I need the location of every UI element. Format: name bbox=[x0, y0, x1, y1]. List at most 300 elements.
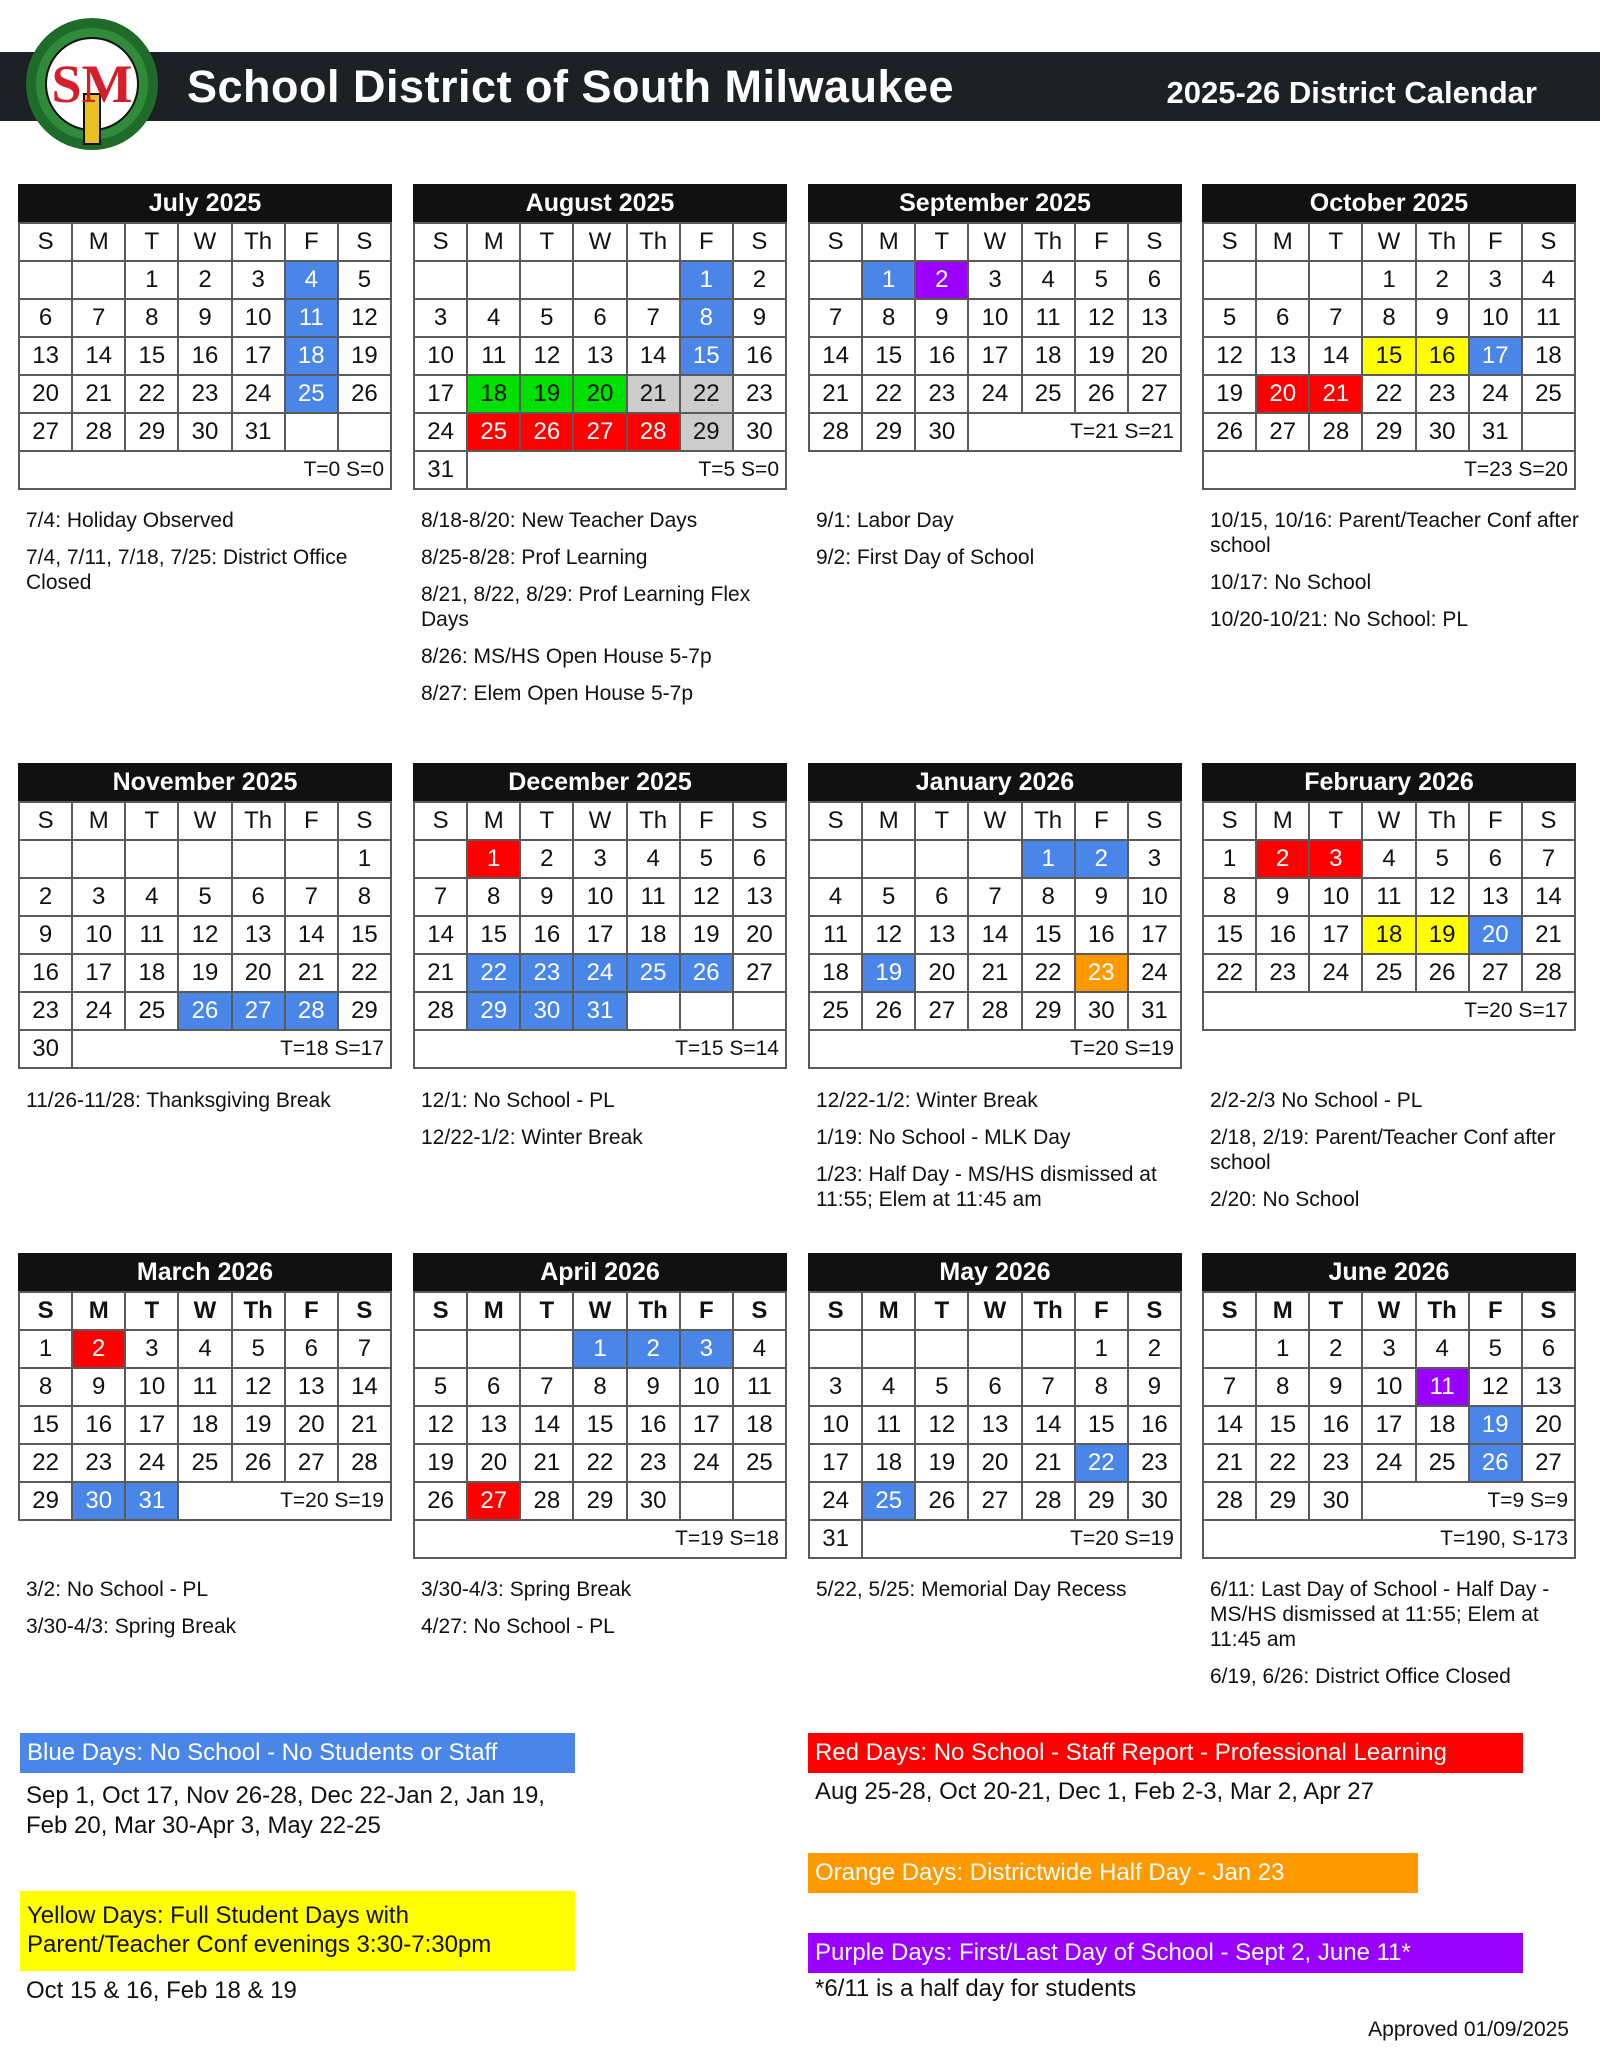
day-cell[interactable]: 2 bbox=[520, 840, 573, 878]
day-cell[interactable]: 1 bbox=[1022, 840, 1075, 878]
day-cell[interactable]: 30 bbox=[1128, 1482, 1181, 1520]
day-cell[interactable]: 5 bbox=[414, 1368, 467, 1406]
day-cell[interactable]: 3 bbox=[232, 261, 285, 299]
day-cell[interactable]: 17 bbox=[1309, 916, 1362, 954]
day-cell[interactable]: 29 bbox=[573, 1482, 626, 1520]
day-cell[interactable]: 16 bbox=[627, 1406, 680, 1444]
day-cell[interactable]: 9 bbox=[19, 916, 72, 954]
day-cell[interactable]: 23 bbox=[1416, 375, 1469, 413]
day-cell[interactable]: 30 bbox=[1309, 1482, 1362, 1520]
day-cell[interactable]: 4 bbox=[1022, 261, 1075, 299]
day-cell[interactable]: 22 bbox=[1256, 1444, 1309, 1482]
day-cell[interactable]: 13 bbox=[467, 1406, 520, 1444]
day-cell[interactable]: 16 bbox=[72, 1406, 125, 1444]
day-cell[interactable]: 27 bbox=[1128, 375, 1181, 413]
day-cell[interactable]: 18 bbox=[1022, 337, 1075, 375]
day-cell[interactable]: 28 bbox=[414, 992, 467, 1030]
day-cell[interactable]: 19 bbox=[915, 1444, 968, 1482]
day-cell[interactable]: 12 bbox=[862, 916, 915, 954]
day-cell[interactable]: 27 bbox=[573, 413, 626, 451]
day-cell[interactable]: 21 bbox=[1203, 1444, 1256, 1482]
day-cell[interactable]: 10 bbox=[1128, 878, 1181, 916]
day-cell[interactable]: 1 bbox=[1362, 261, 1415, 299]
day-cell[interactable]: 7 bbox=[627, 299, 680, 337]
day-cell[interactable]: 7 bbox=[1022, 1368, 1075, 1406]
day-cell[interactable]: 13 bbox=[1522, 1368, 1575, 1406]
day-cell[interactable]: 18 bbox=[733, 1406, 786, 1444]
day-cell[interactable]: 4 bbox=[285, 261, 338, 299]
day-cell[interactable]: 12 bbox=[1469, 1368, 1522, 1406]
day-cell[interactable]: 4 bbox=[178, 1330, 231, 1368]
day-cell[interactable]: 29 bbox=[1362, 413, 1415, 451]
day-cell[interactable]: 27 bbox=[915, 992, 968, 1030]
day-cell[interactable]: 13 bbox=[285, 1368, 338, 1406]
day-cell[interactable]: 8 bbox=[573, 1368, 626, 1406]
day-cell[interactable]: 8 bbox=[1362, 299, 1415, 337]
day-cell[interactable]: 29 bbox=[467, 992, 520, 1030]
day-cell[interactable]: 18 bbox=[627, 916, 680, 954]
day-cell[interactable]: 24 bbox=[414, 413, 467, 451]
day-cell[interactable]: 17 bbox=[1128, 916, 1181, 954]
day-cell[interactable]: 30 bbox=[520, 992, 573, 1030]
day-cell[interactable]: 22 bbox=[862, 375, 915, 413]
day-cell[interactable]: 24 bbox=[72, 992, 125, 1030]
day-cell[interactable]: 10 bbox=[232, 299, 285, 337]
day-cell[interactable]: 26 bbox=[1203, 413, 1256, 451]
day-cell[interactable]: 3 bbox=[125, 1330, 178, 1368]
day-cell[interactable]: 25 bbox=[733, 1444, 786, 1482]
day-cell[interactable]: 22 bbox=[467, 954, 520, 992]
day-cell[interactable]: 5 bbox=[338, 261, 391, 299]
day-cell[interactable]: 5 bbox=[862, 878, 915, 916]
day-cell[interactable]: 28 bbox=[1309, 413, 1362, 451]
day-cell[interactable]: 21 bbox=[414, 954, 467, 992]
day-cell[interactable]: 26 bbox=[1416, 954, 1469, 992]
day-cell[interactable]: 16 bbox=[1128, 1406, 1181, 1444]
day-cell[interactable]: 9 bbox=[627, 1368, 680, 1406]
day-cell[interactable]: 29 bbox=[19, 1482, 72, 1520]
day-cell[interactable]: 5 bbox=[232, 1330, 285, 1368]
day-cell[interactable]: 14 bbox=[72, 337, 125, 375]
day-cell[interactable]: 11 bbox=[809, 916, 862, 954]
day-cell[interactable]: 25 bbox=[125, 992, 178, 1030]
day-cell[interactable]: 3 bbox=[968, 261, 1021, 299]
day-cell[interactable]: 10 bbox=[1309, 878, 1362, 916]
day-cell[interactable]: 10 bbox=[680, 1368, 733, 1406]
day-cell[interactable]: 7 bbox=[968, 878, 1021, 916]
day-cell[interactable]: 1 bbox=[19, 1330, 72, 1368]
day-cell[interactable]: 9 bbox=[1256, 878, 1309, 916]
day-cell[interactable]: 23 bbox=[520, 954, 573, 992]
day-cell[interactable]: 28 bbox=[1022, 1482, 1075, 1520]
day-cell[interactable]: 1 bbox=[1203, 840, 1256, 878]
day-cell[interactable]: 7 bbox=[1203, 1368, 1256, 1406]
day-cell[interactable]: 10 bbox=[809, 1406, 862, 1444]
day-cell[interactable]: 15 bbox=[19, 1406, 72, 1444]
day-cell[interactable]: 21 bbox=[1309, 375, 1362, 413]
day-cell[interactable]: 11 bbox=[733, 1368, 786, 1406]
day-cell[interactable]: 20 bbox=[968, 1444, 1021, 1482]
day-cell[interactable]: 21 bbox=[338, 1406, 391, 1444]
day-cell[interactable]: 25 bbox=[862, 1482, 915, 1520]
day-cell[interactable]: 13 bbox=[573, 337, 626, 375]
day-cell[interactable]: 26 bbox=[414, 1482, 467, 1520]
day-cell[interactable]: 26 bbox=[915, 1482, 968, 1520]
day-cell[interactable]: 13 bbox=[1256, 337, 1309, 375]
day-cell[interactable]: 5 bbox=[178, 878, 231, 916]
day-cell[interactable]: 24 bbox=[573, 954, 626, 992]
day-cell[interactable]: 31 bbox=[232, 413, 285, 451]
day-cell[interactable]: 4 bbox=[1522, 261, 1575, 299]
day-cell[interactable]: 2 bbox=[178, 261, 231, 299]
day-cell[interactable]: 14 bbox=[809, 337, 862, 375]
day-cell[interactable]: 24 bbox=[1469, 375, 1522, 413]
day-cell[interactable]: 2 bbox=[1309, 1330, 1362, 1368]
day-cell[interactable]: 25 bbox=[809, 992, 862, 1030]
day-cell[interactable]: 4 bbox=[125, 878, 178, 916]
day-cell[interactable]: 20 bbox=[733, 916, 786, 954]
day-cell[interactable]: 5 bbox=[1416, 840, 1469, 878]
day-cell[interactable]: 15 bbox=[1203, 916, 1256, 954]
day-cell[interactable]: 9 bbox=[178, 299, 231, 337]
day-cell[interactable]: 21 bbox=[968, 954, 1021, 992]
day-cell[interactable]: 24 bbox=[968, 375, 1021, 413]
day-cell[interactable]: 7 bbox=[1309, 299, 1362, 337]
day-cell[interactable]: 7 bbox=[414, 878, 467, 916]
day-cell[interactable]: 12 bbox=[1416, 878, 1469, 916]
day-cell[interactable]: 18 bbox=[467, 375, 520, 413]
day-cell[interactable]: 3 bbox=[1309, 840, 1362, 878]
day-cell[interactable]: 11 bbox=[862, 1406, 915, 1444]
day-cell[interactable]: 5 bbox=[520, 299, 573, 337]
day-cell[interactable]: 25 bbox=[1362, 954, 1415, 992]
day-cell[interactable]: 6 bbox=[1128, 261, 1181, 299]
day-cell[interactable]: 15 bbox=[1075, 1406, 1128, 1444]
day-cell[interactable]: 27 bbox=[285, 1444, 338, 1482]
day-cell[interactable]: 10 bbox=[573, 878, 626, 916]
day-cell[interactable]: 19 bbox=[178, 954, 231, 992]
day-cell[interactable]: 10 bbox=[1362, 1368, 1415, 1406]
day-cell[interactable]: 29 bbox=[125, 413, 178, 451]
day-cell[interactable]: 18 bbox=[1416, 1406, 1469, 1444]
day-cell[interactable]: 25 bbox=[1522, 375, 1575, 413]
day-cell[interactable]: 16 bbox=[1309, 1406, 1362, 1444]
day-cell[interactable]: 13 bbox=[733, 878, 786, 916]
day-cell[interactable]: 27 bbox=[19, 413, 72, 451]
day-cell[interactable]: 16 bbox=[1256, 916, 1309, 954]
day-cell[interactable]: 12 bbox=[338, 299, 391, 337]
day-cell[interactable]: 19 bbox=[338, 337, 391, 375]
day-cell[interactable]: 17 bbox=[125, 1406, 178, 1444]
day-cell[interactable]: 19 bbox=[680, 916, 733, 954]
day-cell[interactable]: 26 bbox=[1075, 375, 1128, 413]
day-cell[interactable]: 15 bbox=[680, 337, 733, 375]
day-cell[interactable]: 22 bbox=[1022, 954, 1075, 992]
day-cell[interactable]: 18 bbox=[125, 954, 178, 992]
day-cell[interactable]: 2 bbox=[1128, 1330, 1181, 1368]
day-cell[interactable]: 8 bbox=[1075, 1368, 1128, 1406]
day-cell[interactable]: 29 bbox=[862, 413, 915, 451]
day-cell[interactable]: 14 bbox=[627, 337, 680, 375]
day-cell[interactable]: 12 bbox=[232, 1368, 285, 1406]
day-cell[interactable]: 24 bbox=[1362, 1444, 1415, 1482]
day-cell[interactable]: 28 bbox=[338, 1444, 391, 1482]
day-cell[interactable]: 23 bbox=[1256, 954, 1309, 992]
day-cell[interactable]: 28 bbox=[968, 992, 1021, 1030]
day-cell[interactable]: 26 bbox=[520, 413, 573, 451]
day-cell[interactable]: 28 bbox=[1522, 954, 1575, 992]
day-cell[interactable]: 7 bbox=[285, 878, 338, 916]
day-cell[interactable]: 29 bbox=[338, 992, 391, 1030]
day-cell[interactable]: 26 bbox=[680, 954, 733, 992]
day-cell[interactable]: 15 bbox=[1256, 1406, 1309, 1444]
day-cell[interactable]: 28 bbox=[809, 413, 862, 451]
day-cell[interactable]: 17 bbox=[968, 337, 1021, 375]
day-cell[interactable]: 17 bbox=[1362, 1406, 1415, 1444]
day-cell[interactable]: 5 bbox=[1469, 1330, 1522, 1368]
day-cell[interactable]: 14 bbox=[338, 1368, 391, 1406]
day-cell[interactable]: 1 bbox=[338, 840, 391, 878]
day-cell[interactable]: 6 bbox=[1256, 299, 1309, 337]
day-cell[interactable]: 14 bbox=[968, 916, 1021, 954]
day-cell[interactable]: 28 bbox=[72, 413, 125, 451]
day-cell[interactable]: 27 bbox=[968, 1482, 1021, 1520]
day-cell[interactable]: 22 bbox=[1075, 1444, 1128, 1482]
day-cell[interactable]: 6 bbox=[232, 878, 285, 916]
day-cell[interactable]: 24 bbox=[1128, 954, 1181, 992]
day-cell[interactable]: 9 bbox=[733, 299, 786, 337]
day-cell[interactable]: 24 bbox=[1309, 954, 1362, 992]
day-cell[interactable]: 20 bbox=[467, 1444, 520, 1482]
day-cell[interactable]: 29 bbox=[680, 413, 733, 451]
day-cell[interactable]: 2 bbox=[627, 1330, 680, 1368]
day-cell[interactable]: 8 bbox=[19, 1368, 72, 1406]
day-cell[interactable]: 25 bbox=[467, 413, 520, 451]
day-cell[interactable]: 20 bbox=[573, 375, 626, 413]
day-cell[interactable]: 7 bbox=[520, 1368, 573, 1406]
day-cell[interactable]: 30 bbox=[19, 1030, 72, 1068]
day-cell[interactable]: 31 bbox=[809, 1520, 862, 1558]
day-cell[interactable]: 3 bbox=[809, 1368, 862, 1406]
day-cell[interactable]: 31 bbox=[1469, 413, 1522, 451]
day-cell[interactable]: 11 bbox=[125, 916, 178, 954]
day-cell[interactable]: 31 bbox=[414, 451, 467, 489]
day-cell[interactable]: 18 bbox=[1522, 337, 1575, 375]
day-cell[interactable]: 27 bbox=[1256, 413, 1309, 451]
day-cell[interactable]: 15 bbox=[467, 916, 520, 954]
day-cell[interactable]: 16 bbox=[1416, 337, 1469, 375]
day-cell[interactable]: 11 bbox=[1022, 299, 1075, 337]
day-cell[interactable]: 9 bbox=[520, 878, 573, 916]
day-cell[interactable]: 6 bbox=[915, 878, 968, 916]
day-cell[interactable]: 11 bbox=[627, 878, 680, 916]
day-cell[interactable]: 4 bbox=[733, 1330, 786, 1368]
day-cell[interactable]: 11 bbox=[1522, 299, 1575, 337]
day-cell[interactable]: 7 bbox=[72, 299, 125, 337]
day-cell[interactable]: 12 bbox=[520, 337, 573, 375]
day-cell[interactable]: 17 bbox=[1469, 337, 1522, 375]
day-cell[interactable]: 28 bbox=[627, 413, 680, 451]
day-cell[interactable]: 6 bbox=[1469, 840, 1522, 878]
day-cell[interactable]: 20 bbox=[19, 375, 72, 413]
day-cell[interactable]: 4 bbox=[1416, 1330, 1469, 1368]
day-cell[interactable]: 21 bbox=[809, 375, 862, 413]
day-cell[interactable]: 6 bbox=[733, 840, 786, 878]
day-cell[interactable]: 1 bbox=[573, 1330, 626, 1368]
day-cell[interactable]: 1 bbox=[680, 261, 733, 299]
day-cell[interactable]: 29 bbox=[1075, 1482, 1128, 1520]
day-cell[interactable]: 6 bbox=[1522, 1330, 1575, 1368]
day-cell[interactable]: 27 bbox=[733, 954, 786, 992]
day-cell[interactable]: 2 bbox=[733, 261, 786, 299]
day-cell[interactable]: 16 bbox=[178, 337, 231, 375]
day-cell[interactable]: 27 bbox=[467, 1482, 520, 1520]
day-cell[interactable]: 23 bbox=[1128, 1444, 1181, 1482]
day-cell[interactable]: 12 bbox=[1203, 337, 1256, 375]
day-cell[interactable]: 20 bbox=[1128, 337, 1181, 375]
day-cell[interactable]: 28 bbox=[285, 992, 338, 1030]
day-cell[interactable]: 20 bbox=[285, 1406, 338, 1444]
day-cell[interactable]: 17 bbox=[72, 954, 125, 992]
day-cell[interactable]: 31 bbox=[573, 992, 626, 1030]
day-cell[interactable]: 3 bbox=[1362, 1330, 1415, 1368]
day-cell[interactable]: 5 bbox=[1203, 299, 1256, 337]
day-cell[interactable]: 13 bbox=[1128, 299, 1181, 337]
day-cell[interactable]: 1 bbox=[467, 840, 520, 878]
day-cell[interactable]: 3 bbox=[573, 840, 626, 878]
day-cell[interactable]: 27 bbox=[1469, 954, 1522, 992]
day-cell[interactable]: 20 bbox=[1256, 375, 1309, 413]
day-cell[interactable]: 4 bbox=[467, 299, 520, 337]
day-cell[interactable]: 2 bbox=[1075, 840, 1128, 878]
day-cell[interactable]: 22 bbox=[125, 375, 178, 413]
day-cell[interactable]: 16 bbox=[733, 337, 786, 375]
day-cell[interactable]: 25 bbox=[285, 375, 338, 413]
day-cell[interactable]: 17 bbox=[680, 1406, 733, 1444]
day-cell[interactable]: 13 bbox=[19, 337, 72, 375]
day-cell[interactable]: 29 bbox=[1256, 1482, 1309, 1520]
day-cell[interactable]: 18 bbox=[285, 337, 338, 375]
day-cell[interactable]: 6 bbox=[968, 1368, 1021, 1406]
day-cell[interactable]: 25 bbox=[1022, 375, 1075, 413]
day-cell[interactable]: 12 bbox=[680, 878, 733, 916]
day-cell[interactable]: 21 bbox=[627, 375, 680, 413]
day-cell[interactable]: 5 bbox=[680, 840, 733, 878]
day-cell[interactable]: 8 bbox=[338, 878, 391, 916]
day-cell[interactable]: 8 bbox=[125, 299, 178, 337]
day-cell[interactable]: 24 bbox=[125, 1444, 178, 1482]
day-cell[interactable]: 17 bbox=[414, 375, 467, 413]
day-cell[interactable]: 15 bbox=[1022, 916, 1075, 954]
day-cell[interactable]: 22 bbox=[680, 375, 733, 413]
day-cell[interactable]: 22 bbox=[1203, 954, 1256, 992]
day-cell[interactable]: 19 bbox=[1416, 916, 1469, 954]
day-cell[interactable]: 29 bbox=[1022, 992, 1075, 1030]
day-cell[interactable]: 2 bbox=[19, 878, 72, 916]
day-cell[interactable]: 23 bbox=[915, 375, 968, 413]
day-cell[interactable]: 26 bbox=[178, 992, 231, 1030]
day-cell[interactable]: 11 bbox=[285, 299, 338, 337]
day-cell[interactable]: 20 bbox=[915, 954, 968, 992]
day-cell[interactable]: 26 bbox=[338, 375, 391, 413]
day-cell[interactable]: 3 bbox=[414, 299, 467, 337]
day-cell[interactable]: 10 bbox=[1469, 299, 1522, 337]
day-cell[interactable]: 1 bbox=[125, 261, 178, 299]
day-cell[interactable]: 2 bbox=[1416, 261, 1469, 299]
day-cell[interactable]: 9 bbox=[915, 299, 968, 337]
day-cell[interactable]: 23 bbox=[72, 1444, 125, 1482]
day-cell[interactable]: 7 bbox=[1522, 840, 1575, 878]
day-cell[interactable]: 13 bbox=[232, 916, 285, 954]
day-cell[interactable]: 20 bbox=[232, 954, 285, 992]
day-cell[interactable]: 31 bbox=[1128, 992, 1181, 1030]
day-cell[interactable]: 8 bbox=[1203, 878, 1256, 916]
day-cell[interactable]: 11 bbox=[1416, 1368, 1469, 1406]
day-cell[interactable]: 9 bbox=[1309, 1368, 1362, 1406]
day-cell[interactable]: 17 bbox=[809, 1444, 862, 1482]
day-cell[interactable]: 25 bbox=[1416, 1444, 1469, 1482]
day-cell[interactable]: 14 bbox=[1203, 1406, 1256, 1444]
day-cell[interactable]: 9 bbox=[1416, 299, 1469, 337]
day-cell[interactable]: 22 bbox=[1362, 375, 1415, 413]
day-cell[interactable]: 8 bbox=[1256, 1368, 1309, 1406]
day-cell[interactable]: 28 bbox=[1203, 1482, 1256, 1520]
day-cell[interactable]: 24 bbox=[232, 375, 285, 413]
day-cell[interactable]: 30 bbox=[178, 413, 231, 451]
day-cell[interactable]: 31 bbox=[125, 1482, 178, 1520]
day-cell[interactable]: 14 bbox=[1022, 1406, 1075, 1444]
day-cell[interactable]: 19 bbox=[1075, 337, 1128, 375]
day-cell[interactable]: 4 bbox=[627, 840, 680, 878]
day-cell[interactable]: 7 bbox=[338, 1330, 391, 1368]
day-cell[interactable]: 12 bbox=[178, 916, 231, 954]
day-cell[interactable]: 23 bbox=[1075, 954, 1128, 992]
day-cell[interactable]: 30 bbox=[915, 413, 968, 451]
day-cell[interactable]: 6 bbox=[19, 299, 72, 337]
day-cell[interactable]: 24 bbox=[809, 1482, 862, 1520]
day-cell[interactable]: 14 bbox=[520, 1406, 573, 1444]
day-cell[interactable]: 10 bbox=[414, 337, 467, 375]
day-cell[interactable]: 22 bbox=[573, 1444, 626, 1482]
day-cell[interactable]: 27 bbox=[232, 992, 285, 1030]
day-cell[interactable]: 21 bbox=[1022, 1444, 1075, 1482]
day-cell[interactable]: 26 bbox=[1469, 1444, 1522, 1482]
day-cell[interactable]: 18 bbox=[862, 1444, 915, 1482]
day-cell[interactable]: 15 bbox=[862, 337, 915, 375]
day-cell[interactable]: 4 bbox=[1362, 840, 1415, 878]
day-cell[interactable]: 2 bbox=[915, 261, 968, 299]
day-cell[interactable]: 11 bbox=[467, 337, 520, 375]
day-cell[interactable]: 20 bbox=[1522, 1406, 1575, 1444]
day-cell[interactable]: 1 bbox=[862, 261, 915, 299]
day-cell[interactable]: 30 bbox=[627, 1482, 680, 1520]
day-cell[interactable]: 4 bbox=[862, 1368, 915, 1406]
day-cell[interactable]: 3 bbox=[72, 878, 125, 916]
day-cell[interactable]: 11 bbox=[178, 1368, 231, 1406]
day-cell[interactable]: 19 bbox=[1469, 1406, 1522, 1444]
day-cell[interactable]: 10 bbox=[968, 299, 1021, 337]
day-cell[interactable]: 8 bbox=[680, 299, 733, 337]
day-cell[interactable]: 10 bbox=[72, 916, 125, 954]
day-cell[interactable]: 8 bbox=[467, 878, 520, 916]
day-cell[interactable]: 15 bbox=[338, 916, 391, 954]
day-cell[interactable]: 21 bbox=[520, 1444, 573, 1482]
day-cell[interactable]: 7 bbox=[809, 299, 862, 337]
day-cell[interactable]: 23 bbox=[733, 375, 786, 413]
day-cell[interactable]: 16 bbox=[1075, 916, 1128, 954]
day-cell[interactable]: 8 bbox=[862, 299, 915, 337]
day-cell[interactable]: 14 bbox=[285, 916, 338, 954]
